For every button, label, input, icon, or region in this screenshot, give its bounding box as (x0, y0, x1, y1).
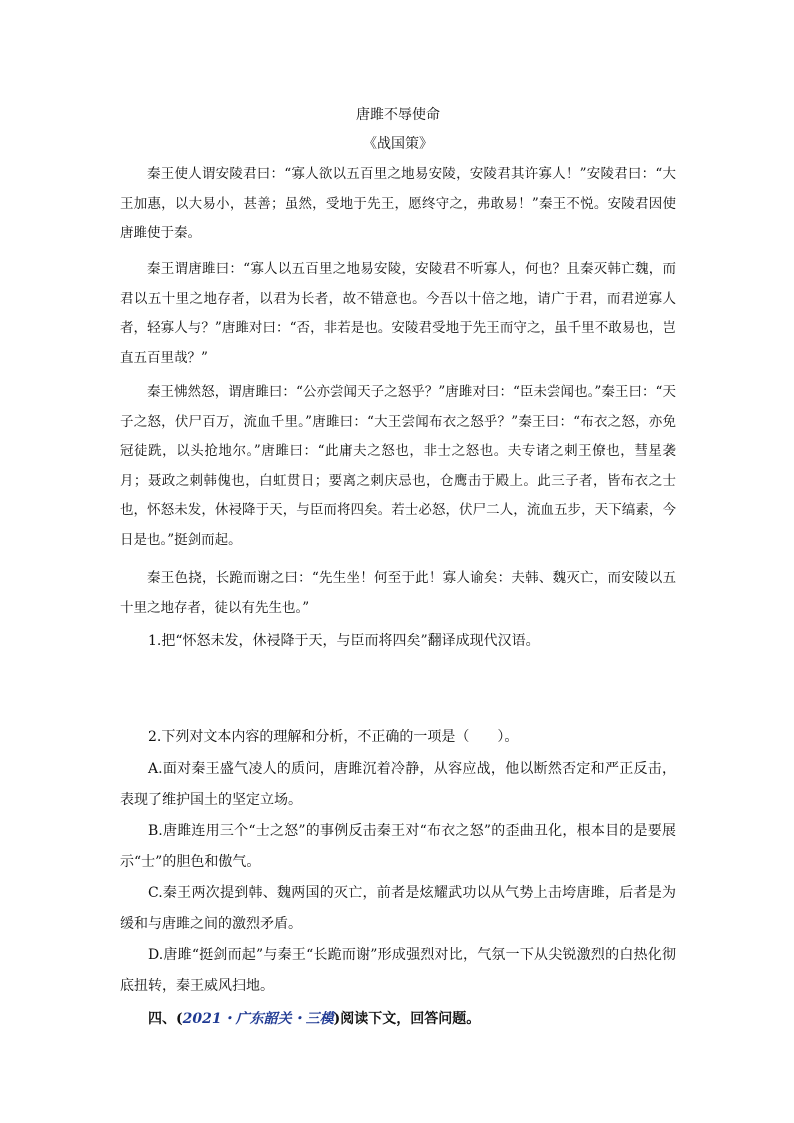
passage-paragraph: 秦王色挠，长跪而谢之曰：“先生坐！何至于此！寡人谕矣：夫韩、魏灭亡，而安陵以五十里之地存者，徒以有先生也。” (120, 570, 676, 616)
section-4-suffix: )阅读下文，回答问题。 (333, 1011, 481, 1027)
passage-paragraph: 秦王使人谓安陵君曰：“寡人欲以五百里之地易安陵，安陵君其许寡人！”安陵君曰：“大王加惠，以大易小，甚善；虽然，受地于先王，愿终守之，弗敢易！”秦王不悦。安陵君因使唐雎使于秦。 (120, 166, 676, 241)
section-4-source: 2021・广东韶关・三模 (182, 1011, 334, 1027)
passage-paragraph: 秦王怫然怒，谓唐雎曰：“公亦尝闻天子之怒乎？”唐雎对曰：“臣未尝闻也。”秦王曰：“天子之怒，伏尸百万，流血千里。”唐雎曰：“大王尝闻布衣之怒乎？”秦王曰：“布衣之怒，亦免冠徒跣，以头抢地尔。”唐雎曰：“此庸夫之怒也，非士之怒也。夫专诸之刺王僚也，彗星袭月；聂政之刺韩傀也，白虹贯日；要离之刺庆忌也，仓鹰击于殿上。此三子者，皆布衣之士也，怀怒未发，休祲降于天，与臣而将四矣。若士必怒，伏尸二人，流血五步，天下缟素，今日是也。”挺剑而起。 (120, 384, 676, 548)
section-4-heading (120, 1004, 676, 1035)
option-a: A.面对秦王盛气凌人的质问，唐雎沉着冷静，从容应战，他以断然否定和严正反击，表现了维护国土的坚定立场。 (120, 761, 676, 808)
section-4-prefix: 四、( (148, 1011, 183, 1027)
passage-title: 唐雎不辱使命 (356, 107, 440, 123)
passage-paragraph: 秦王谓唐雎曰：“寡人以五百里之地易安陵，安陵君不听寡人，何也？且秦灭韩亡魏，而君以五十里之地存者，以君为长者，故不错意也。今吾以十倍之地，请广于君，而君逆寡人者，轻寡人与？”唐雎对曰：“否，非若是也。安陵君受地于先王而守之，虽千里不敢易也，岂直五百里哉？” (120, 261, 676, 366)
question-1: 1.把“怀怒未发，休祲降于天，与臣而将四矣”翻译成现代汉语。 (148, 633, 540, 649)
option-d: D.唐雎“挺剑而起”与秦王“长跪而谢”形成强烈对比，气氛一下从尖锐激烈的白热化彻底扭转，秦王威风扫地。 (120, 947, 676, 994)
option-b: B.唐雎连用三个“士之怒”的事例反击秦王对“布衣之怒”的歪曲丑化，根本目的是要展示“士”的胆色和傲气。 (120, 823, 676, 870)
option-c: C.秦王两次提到韩、魏两国的灭亡，前者是炫耀武功以从气势上击垮唐雎，后者是为缓和与唐雎之间的激烈矛盾。 (120, 885, 676, 932)
question-2: 2.下列对文本内容的理解和分析，不正确的一项是（ ）。 (148, 729, 519, 745)
passage-source: 《战国策》 (363, 136, 433, 152)
